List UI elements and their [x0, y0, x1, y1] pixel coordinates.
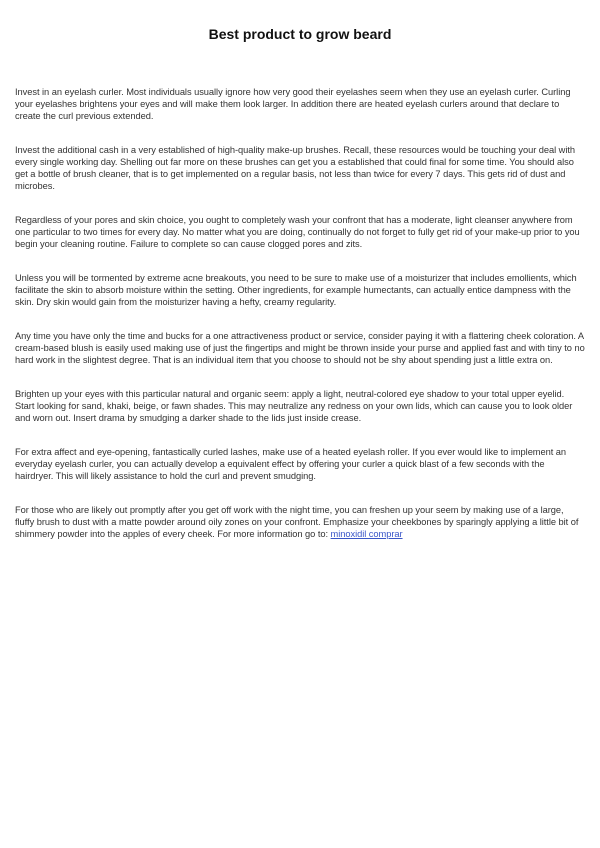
- paragraph-cheek-coloration: Any time you have only the time and bucks for a one attractiveness product or service, consider paying it with a flattering cheek coloration. A cream-based blush is easily used making use of just the fingertips and might be thrown inside your purse and applied fast and with tiny to no hard work in the slightest degree. That is an individual item that you choose to should not be shy about spending just a little extra on.: [15, 331, 585, 365]
- document-body: [15, 86, 585, 562]
- paragraph-eye-shadow: Brighten up your eyes with this particular natural and organic seem: apply a light, neutral-colored eye shadow to your total upper eyelid. Start looking for sand, khaki, beige, or fawn shades. This may neutralize any redness on your own lids, which can cause you to look older and worn out. Insert drama by smudging a darker shade to the lids just inside crease.: [15, 389, 573, 423]
- paragraph-closing: [15, 504, 585, 540]
- minoxidil-link[interactable]: minoxidil comprar: [330, 529, 403, 539]
- paragraph-heated-roller: For extra affect and eye-opening, fantastically curled lashes, make use of a heated eyelash roller. If you ever would like to implement an everyday eyelash curler, you can actually develop a equivalent effect by offering your curler a quick blast of a few seconds with the hairdryer. This will likely assistance to hold the curl and prevent smudging.: [15, 447, 567, 481]
- paragraph-cleanser: Regardless of your pores and skin choice, you ought to completely wash your confront that has a moderate, light cleanser anywhere from one particular to two times for every day. No matter what you are doing, continually do not forget to fully get rid of your make-up prior to you begin your cleaning routine. Failure to complete so can cause clogged pores and zits.: [15, 215, 580, 249]
- closing-text: For those who are likely out promptly after you get off work with the night time, you can freshen up your seem by making use of a large, fluffy brush to dust with a matte powder around oily zones on your confront. Emphasize your cheekbones by sparingly applying a little bit of shimmery powder into the apples of every cheek. For more information go to:: [15, 505, 579, 539]
- paragraph-eyelash-curler: Invest in an eyelash curler. Most individuals usually ignore how very good their eyelashes seem when they use an eyelash curler. Curling your eyelashes brightens your eyes and will make them look larger. In addition there are heated eyelash curlers around that declare to create the curl previous extended.: [15, 87, 571, 121]
- paragraph-moisturizer: Unless you will be tormented by extreme acne breakouts, you need to be sure to make use of a moisturizer that includes emollients, which facilitate the skin to absorb moisture within the setting. Other ingredients, for example humectants, can actually entice dampness with the skin. Dry skin would gain from the moisturizer having a hefty, creamy regularity.: [15, 273, 577, 307]
- paragraph-makeup-brushes: Invest the additional cash in a very established of high-quality make-up brushes. Recall, these resources would be touching your deal with every single working day. Shelling out far more on these brushes can get you a established that could final for some time. You should also get a bottle of brush cleaner, that is to get implemented on a regular basis, not less than twice for every 7 days. This gets rid of dust and microbes.: [15, 145, 576, 191]
- page-title: Best product to grow beard: [208, 26, 392, 42]
